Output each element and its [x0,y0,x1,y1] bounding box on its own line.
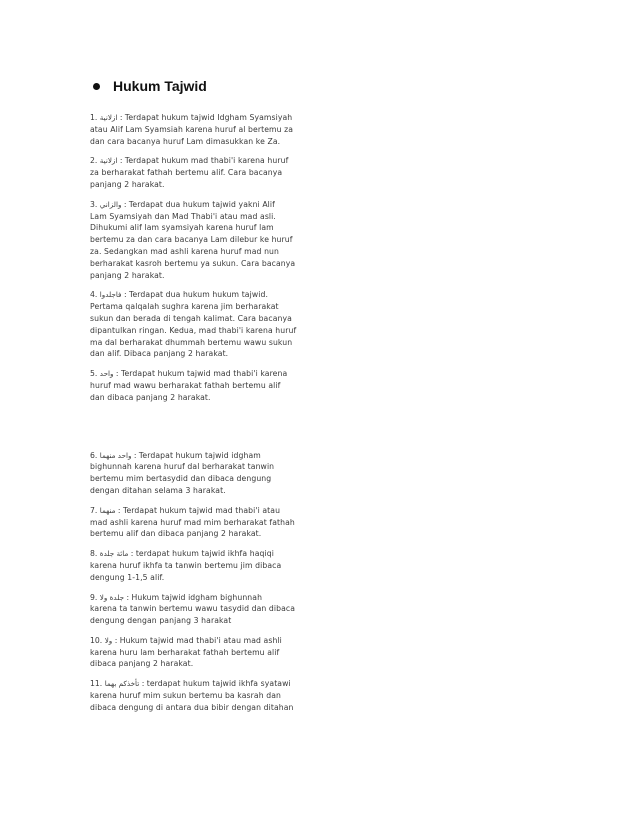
item-line [90,485,326,497]
arabic-term: والزاني [99,199,122,209]
item-line [90,270,326,282]
item-line [90,603,326,615]
item-line [90,136,326,148]
item-text: dipantulkan ringan. Kedua, mad thabi'i karena huruf [90,325,297,335]
item-line [90,615,326,627]
item-line [90,517,326,529]
list-item [90,155,326,190]
list-item [90,548,326,583]
item-text: karena huruf ikhfa ta tanwin bertemu jim dibaca [90,560,282,570]
item-number: 1. [90,113,98,122]
item-line [90,258,326,270]
item-line [90,690,326,702]
item-line [90,179,326,191]
item-number: 9. [90,592,98,602]
item-text: huruf mad wawu berharakat fathah bertemu alif [90,380,281,390]
item-first-line [90,678,326,690]
item-line [90,528,326,540]
item-text: karena huruf mim sukun bertemu ba kasrah dan [90,691,281,701]
item-first-line [90,450,326,462]
item-line [90,211,326,223]
arabic-term: ولا [104,635,113,645]
item-text: dengung dengan panjang 3 harakat [90,616,232,626]
item-text: berharakat kasroh bertemu ya sukun. Cara bacanya [90,258,296,268]
item-number: 2. [90,156,98,166]
item-first-line [90,635,326,647]
item-line [90,325,326,337]
item-text: za berharakat fathah bertemu alif. Cara bacanya [90,168,283,178]
item-text: bertemu mim bertasydid dan dibaca dengung [90,474,272,484]
item-first-line [90,368,326,380]
item-line [90,560,326,572]
item-first-line [90,505,326,517]
item-line [90,234,326,246]
item-line [90,246,326,258]
arabic-term: واحد منهما [99,450,132,460]
item-first-line [90,199,326,211]
item-text: : terdapat hukum tajwid ikhfa haqiqi [128,549,274,559]
arabic-term: فاجلدوا [99,290,122,300]
section-heading [93,78,207,94]
item-text: : Terdapat hukum tajwid Idgham Syamsiyah [117,113,293,122]
item-text: bighunnah karena huruf dal berharakat tanwin [90,462,275,472]
list-item [90,635,326,670]
arabic-term: تأخذكم بهما [104,679,140,689]
item-text: Pertama qalqalah sughra karena jim berharakat [90,302,279,312]
item-first-line [90,112,326,124]
item-text: dibaca panjang 2 harakat. [90,659,194,669]
item-line [90,313,326,325]
item-text: karena huru lam berharakat fathah bertemu alif [90,647,280,657]
item-text: : Hukum tajwid mad thabi'i atau mad ashli [112,635,282,645]
item-number: 10. [90,635,103,645]
item-text: : Terdapat hukum tajwid mad thabi'i atau [115,505,281,515]
list-item [90,368,326,403]
item-text: panjang 2 harakat. [90,179,165,189]
item-text: : Terdapat hukum tajwid idgham [131,450,261,460]
item-text: : Terdapat dua hukum hukum tajwid. [121,290,269,300]
item-line [90,380,326,392]
item-text: za. Sedangkan mad ashli karena huruf mad nun [90,246,279,256]
item-text: : Hukum tajwid idgham bighunnah [124,592,263,602]
item-text: dengan ditahan selama 3 harakat. [90,485,226,495]
arabic-term: واحد [99,369,114,379]
item-number: 4. [90,290,98,300]
list-item [90,199,326,282]
item-number: 3. [90,199,98,209]
item-line [90,658,326,670]
item-line [90,702,326,714]
item-text: dan cara bacanya huruf Lam dimasukkan ke Za. [90,136,281,146]
item-text: : Terdapat hukum tajwid mad thabi'i karena [113,369,288,379]
item-list [90,112,326,714]
item-number: 8. [90,549,98,559]
item-line [90,301,326,313]
item-line [90,222,326,234]
bullet-icon [93,83,100,90]
item-line [90,392,326,404]
list-item [90,678,326,713]
item-text: panjang 2 harakat. [90,270,165,280]
item-line [90,572,326,584]
list-item [90,289,326,360]
item-text: dibaca dengung di antara dua bibir dengan ditahan [90,702,294,712]
item-number: 5. [90,369,98,379]
item-line [90,647,326,659]
item-line [90,473,326,485]
item-text: sukun dan berada di tengah kalimat. Cara bacanya [90,313,292,323]
arabic-term: منهما [99,505,116,515]
list-item [90,112,326,147]
arabic-term: مائة جلدة [99,549,129,559]
item-first-line [90,592,326,604]
item-text: bertemu za dan cara bacanya Lam dilebur ke huruf [90,235,293,245]
item-text: Dihukumi alif lam syamsiyah karena huruf lam [90,223,274,233]
item-text: dengung 1-1,5 alif. [90,572,165,582]
item-first-line [90,289,326,301]
section-gap [90,404,326,450]
item-line [90,167,326,179]
item-text: mad ashli karena huruf mad mim berharakat fathah [90,517,295,527]
item-text: ma dal berharakat dhummah bertemu wawu sukun [90,337,293,347]
item-text: Lam Syamsiyah dan Mad Thabi'i atau mad asli. [90,211,276,221]
item-number: 7. [90,505,98,515]
item-first-line [90,155,326,167]
item-text: : Terdapat hukum mad thabi'i karena huruf [117,156,289,166]
item-text: dan dibaca panjang 2 harakat. [90,392,211,402]
item-line [90,337,326,349]
item-number: 11. [90,679,103,689]
item-text: dan alif. Dibaca panjang 2 harakat. [90,349,229,359]
arabic-term: ازلانية [99,156,118,166]
item-text: : Terdapat dua hukum tajwid yakni Alif [121,199,275,209]
item-first-line [90,548,326,560]
item-line [90,348,326,360]
item-text: karena ta tanwin bertemu wawu tasydid dan dibaca [90,604,296,614]
item-line [90,124,326,136]
item-text: : terdapat hukum tajwid ikhfa syatawi [139,679,291,689]
item-text: atau Alif Lam Syamsiah karena huruf al bertemu za [90,124,294,134]
arabic-term: ازلانية [99,113,118,122]
item-line [90,461,326,473]
list-item [90,505,326,540]
list-item [90,592,326,627]
arabic-term: جلدة ولا [99,592,125,602]
item-text: bertemu alif dan dibaca panjang 2 harakat. [90,529,262,539]
item-number: 6. [90,450,98,460]
list-item [90,450,326,497]
heading-text: Hukum Tajwid [113,78,207,94]
